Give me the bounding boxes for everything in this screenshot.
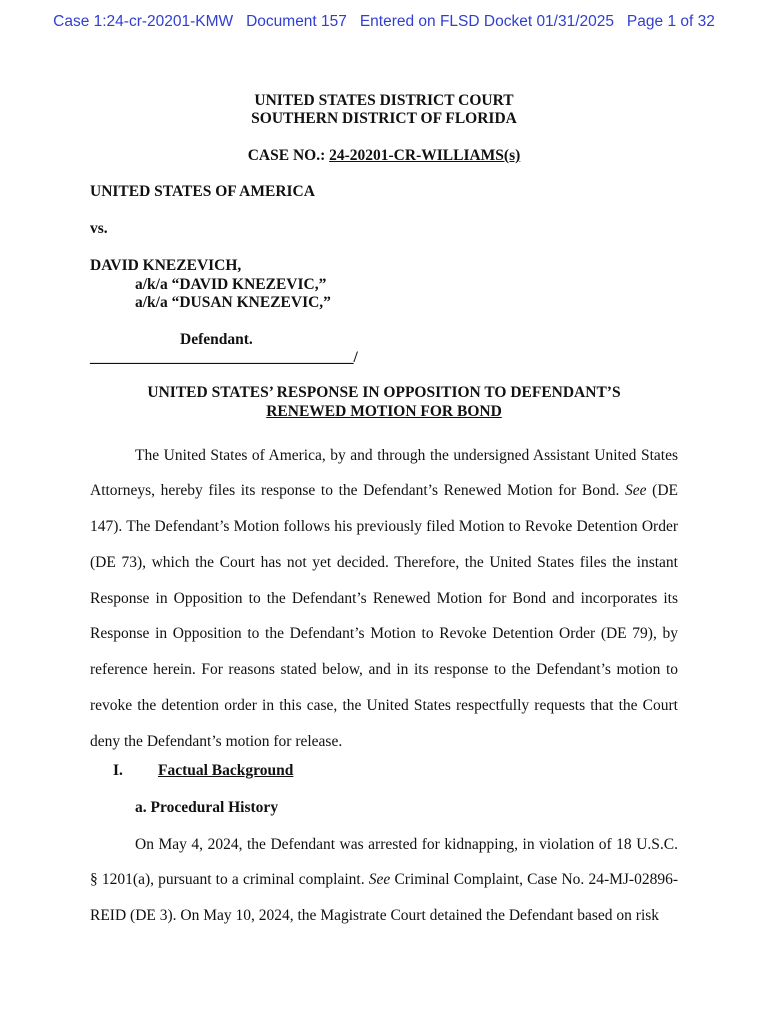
procedural-text-2: Criminal Complaint, Case No. 24-MJ-02896-REID (DE 3). On May 10, 2024, the Magistrate Court detained the Defendant based on risk — [90, 871, 678, 925]
court-district: SOUTHERN DISTRICT OF FLORIDA — [251, 110, 517, 127]
defendant-alias-2: a/k/a “DUSAN KNEZEVIC,” — [135, 294, 331, 311]
intro-paragraph — [90, 438, 678, 760]
procedural-see-signal: See — [368, 871, 391, 889]
court-caption — [90, 92, 678, 128]
subsection-heading: a. Procedural History — [135, 798, 279, 816]
case-number: 24-20201-CR-WILLIAMS(s) — [329, 147, 521, 164]
versus-label: vs. — [90, 220, 108, 237]
section-number: I. — [113, 761, 123, 779]
section-title: Factual Background — [158, 761, 294, 779]
defendant-name: DAVID KNEZEVICH, — [90, 257, 242, 274]
defendant-block — [90, 257, 678, 313]
caption-signature-line: __________________________________/ — [90, 348, 358, 366]
intro-text-2: (DE 147). The Defendant’s Motion follows his previously filed Motion to Revoke Detention Order (DE 73), which the Court has not yet decided. Therefore, the United States files the instant Response in Opposition to the Defendant’s Renewed Motion for Bond and incorporates its Response in Opposition to the Defendant’s Motion to Revoke Detention Order (DE 79), by reference herein. For reasons stated below, and in its response to the Defendant’s motion to revoke the detention order in this case, the United States respectfully requests that the Court deny the Defendant’s motion for release. — [90, 482, 678, 750]
defendant-label: Defendant. — [180, 330, 253, 348]
document-page — [90, 92, 678, 934]
case-number-label: CASE NO.: — [247, 147, 330, 164]
procedural-paragraph — [90, 827, 678, 934]
intro-see-signal: See — [625, 482, 647, 500]
case-number-line — [90, 147, 678, 165]
docket-stamp: Case 1:24-cr-20201-KMW Document 157 Entered on FLSD Docket 01/31/2025 Page 1 of 32 — [53, 13, 715, 30]
court-name: UNITED STATES DISTRICT COURT — [254, 92, 514, 109]
plaintiff-name: UNITED STATES OF AMERICA — [90, 183, 315, 200]
document-title — [90, 383, 678, 421]
title-line-2: RENEWED MOTION FOR BOND — [266, 402, 502, 420]
section-heading — [90, 762, 678, 780]
defendant-alias-1: a/k/a “DAVID KNEZEVIC,” — [135, 275, 327, 293]
intro-text-1: The United States of America, by and through the undersigned Assistant United States Attorneys, hereby files its response to the Defendant’s Renewed Motion for Bond. — [90, 446, 678, 500]
title-line-1: UNITED STATES’ RESPONSE IN OPPOSITION TO DEFENDANT’S — [147, 383, 621, 401]
procedural-text-1: On May 4, 2024, the Defendant was arrested for kidnapping, in violation of 18 U.S.C. § 1201(a), pursuant to a criminal complaint. — [90, 835, 678, 889]
